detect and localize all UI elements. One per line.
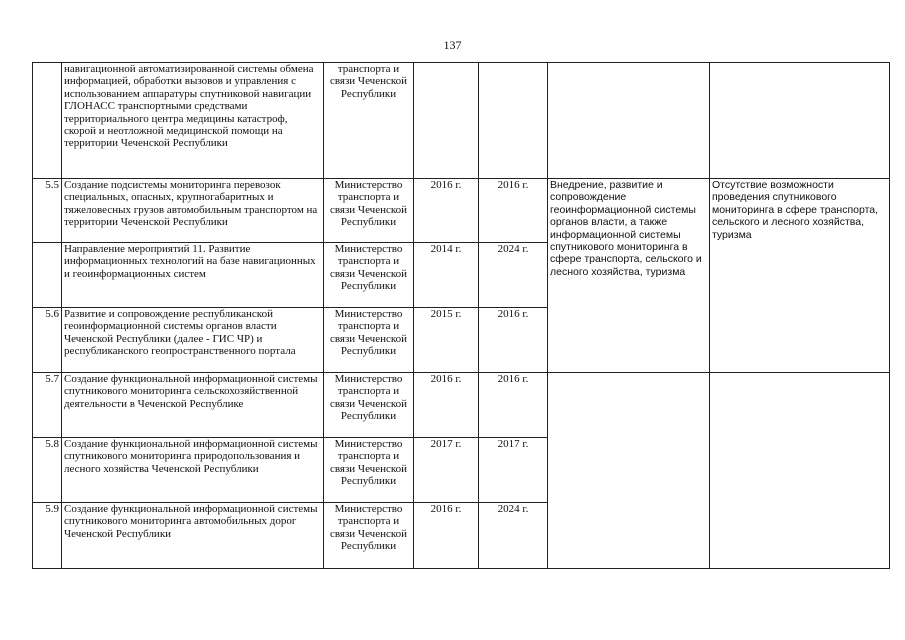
activity-title: Создание подсистемы мониторинга перевозок специальных, опасных, крупногабаритных и тяжеловесных грузов автомобильным транспортом на территории Чеченской Республики <box>62 179 324 243</box>
row-number <box>33 63 62 179</box>
executor: Министерство транспорта и связи Чеченской Республики <box>324 308 414 373</box>
executor: Министерство транспорта и связи Чеченской Республики <box>324 179 414 243</box>
row-number <box>33 243 62 308</box>
expected-result: Внедрение, развитие и сопровождение геоинформационной системы органов власти, а также информационной системы спутникового мониторинга в сфере транспорта, сельского и лесного хозяйства, туризма <box>548 179 710 373</box>
consequences: Отсутствие возможности проведения спутникового мониторинга в сфере транспорта, сельского и лесного хозяйства, туризма <box>710 179 890 373</box>
start-date: 2016 г. <box>414 373 479 438</box>
start-date: 2017 г. <box>414 438 479 503</box>
activity-title: навигационной автоматизированной системы обмена информацией, обработки вызовов и управления с использованием аппаратуры спутниковой навигации ГЛОНАСС транспортными средствами территориального центра медицины катастроф, скорой и неотложной медицинской помощи на территории Чеченской Республики <box>62 63 324 179</box>
row-number: 5.9 <box>33 503 62 569</box>
consequences <box>710 373 890 569</box>
start-date: 2016 г. <box>414 503 479 569</box>
start-date: 2016 г. <box>414 179 479 243</box>
program-activities-table <box>32 62 890 569</box>
table-row <box>33 63 890 179</box>
activity-title: Создание функциональной информационной системы спутникового мониторинга природопользования и лесного хозяйства Чеченской Республики <box>62 438 324 503</box>
executor: Министерство транспорта и связи Чеченской Республики <box>324 373 414 438</box>
row-number: 5.8 <box>33 438 62 503</box>
end-date: 2016 г. <box>479 373 548 438</box>
expected-result <box>548 373 710 569</box>
end-date: 2016 г. <box>479 179 548 243</box>
activity-title: Создание функциональной информационной системы спутникового мониторинга автомобильных дорог Чеченской Республики <box>62 503 324 569</box>
consequences <box>710 63 890 179</box>
executor: транспорта и связи Чеченской Республики <box>324 63 414 179</box>
end-date: 2017 г. <box>479 438 548 503</box>
table-row <box>33 179 890 243</box>
end-date: 2024 г. <box>479 503 548 569</box>
row-number: 5.6 <box>33 308 62 373</box>
start-date <box>414 63 479 179</box>
expected-result <box>548 63 710 179</box>
page-number: 137 <box>443 38 462 52</box>
start-date: 2014 г. <box>414 243 479 308</box>
row-number: 5.5 <box>33 179 62 243</box>
activity-title: Создание функциональной информационной системы спутникового мониторинга сельскохозяйственной деятельности в Чеченской Республике <box>62 373 324 438</box>
table-row <box>33 373 890 438</box>
start-date: 2015 г. <box>414 308 479 373</box>
end-date: 2016 г. <box>479 308 548 373</box>
executor: Министерство транспорта и связи Чеченской Республики <box>324 243 414 308</box>
activity-title: Развитие и сопровождение республиканской геоинформационной системы органов власти Чеченской Республики (далее - ГИС ЧР) и республиканского геопространственного портала <box>62 308 324 373</box>
activity-title: Направление мероприятий 11. Развитие информационных технологий на базе навигационных и геоинформационных систем <box>62 243 324 308</box>
end-date: 2024 г. <box>479 243 548 308</box>
executor: Министерство транспорта и связи Чеченской Республики <box>324 503 414 569</box>
end-date <box>479 63 548 179</box>
executor: Министерство транспорта и связи Чеченской Республики <box>324 438 414 503</box>
row-number: 5.7 <box>33 373 62 438</box>
